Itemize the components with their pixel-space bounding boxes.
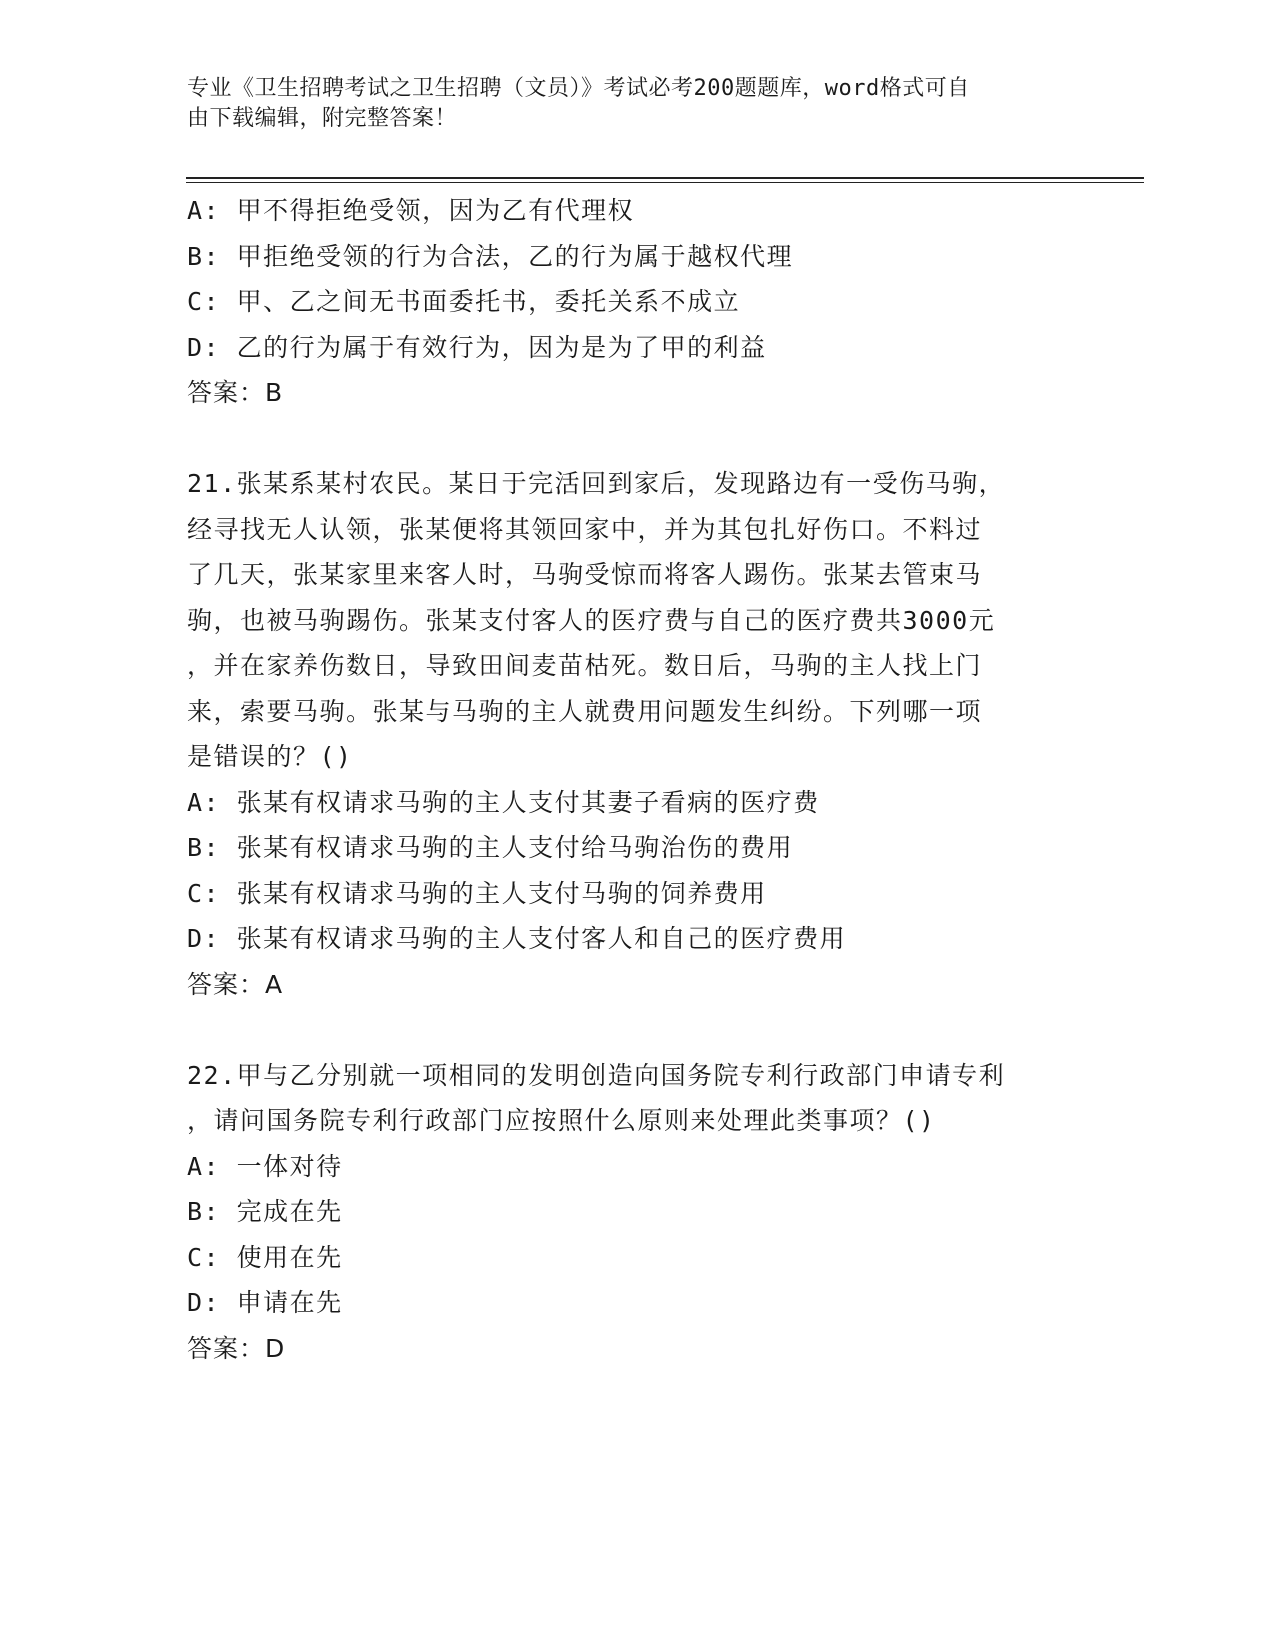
- question-line: ，并在家养伤数日，导致田间麦苗枯死。数日后，马驹的主人找上门: [187, 651, 983, 680]
- option-b: B: 甲拒绝受领的行为合法，乙的行为属于越权代理: [187, 241, 794, 271]
- question-text: [187, 1053, 1087, 1144]
- question-line: ，请问国务院专利行政部门应按照什么原则来处理此类事项？(): [187, 1106, 936, 1135]
- question-20-block: [187, 188, 1087, 416]
- header-line-2: 由下载编辑，附完整答案！: [187, 106, 458, 131]
- option-d: D: 申请在先: [187, 1288, 343, 1317]
- question-21-block: [187, 461, 1087, 1007]
- question-text: [187, 461, 1087, 780]
- question-line: 是错误的？(): [187, 742, 353, 771]
- option-c: C: 张某有权请求马驹的主人支付马驹的饲养费用: [187, 878, 767, 908]
- header-divider-thin: [186, 182, 1144, 183]
- question-line: 驹，也被马驹踢伤。张某支付客人的医疗费与自己的医疗费共3000元: [187, 605, 996, 635]
- option-a: A: 一体对待: [187, 1151, 343, 1181]
- question-22-block: [187, 1053, 1087, 1372]
- answer: 答案：D: [187, 1333, 286, 1363]
- option-d: D: 乙的行为属于有效行为，因为是为了甲的利益: [187, 332, 767, 362]
- option-c: C: 甲、乙之间无书面委托书，委托关系不成立: [187, 287, 741, 316]
- option-a: A: 甲不得拒绝受领，因为乙有代理权: [187, 196, 635, 225]
- option-c: C: 使用在先: [187, 1242, 343, 1272]
- option-d: D: 张某有权请求马驹的主人支付客人和自己的医疗费用: [187, 924, 847, 953]
- option-a: A: 张某有权请求马驹的主人支付其妻子看病的医疗费: [187, 787, 820, 817]
- document-header: [187, 74, 1067, 134]
- question-line: 经寻找无人认领，张某便将其领回家中，并为其包扎好伤口。不料过: [187, 514, 983, 544]
- option-b: B: 完成在先: [187, 1197, 343, 1226]
- question-line: 来，索要马驹。张某与马驹的主人就费用问题发生纠纷。下列哪一项: [187, 696, 983, 726]
- option-b: B: 张某有权请求马驹的主人支付给马驹治伤的费用: [187, 833, 794, 862]
- spacer: [187, 1007, 1087, 1053]
- spacer: [187, 416, 1087, 462]
- header-divider-thick: [186, 177, 1144, 179]
- question-line: 21.张某系某村农民。某日于完活回到家后，发现路边有一受伤马驹，: [187, 469, 1006, 498]
- answer: 答案：B: [187, 378, 284, 407]
- question-line: 22.甲与乙分别就一项相同的发明创造向国务院专利行政部门申请专利: [187, 1060, 1006, 1090]
- answer: 答案：A: [187, 969, 284, 999]
- header-line-1: 专业《卫生招聘考试之卫生招聘（文员）》考试必考200题题库，word格式可自: [187, 76, 970, 101]
- question-line: 了几天，张某家里来客人时，马驹受惊而将客人踢伤。张某去管束马: [187, 560, 983, 589]
- document-body: [187, 188, 1087, 1371]
